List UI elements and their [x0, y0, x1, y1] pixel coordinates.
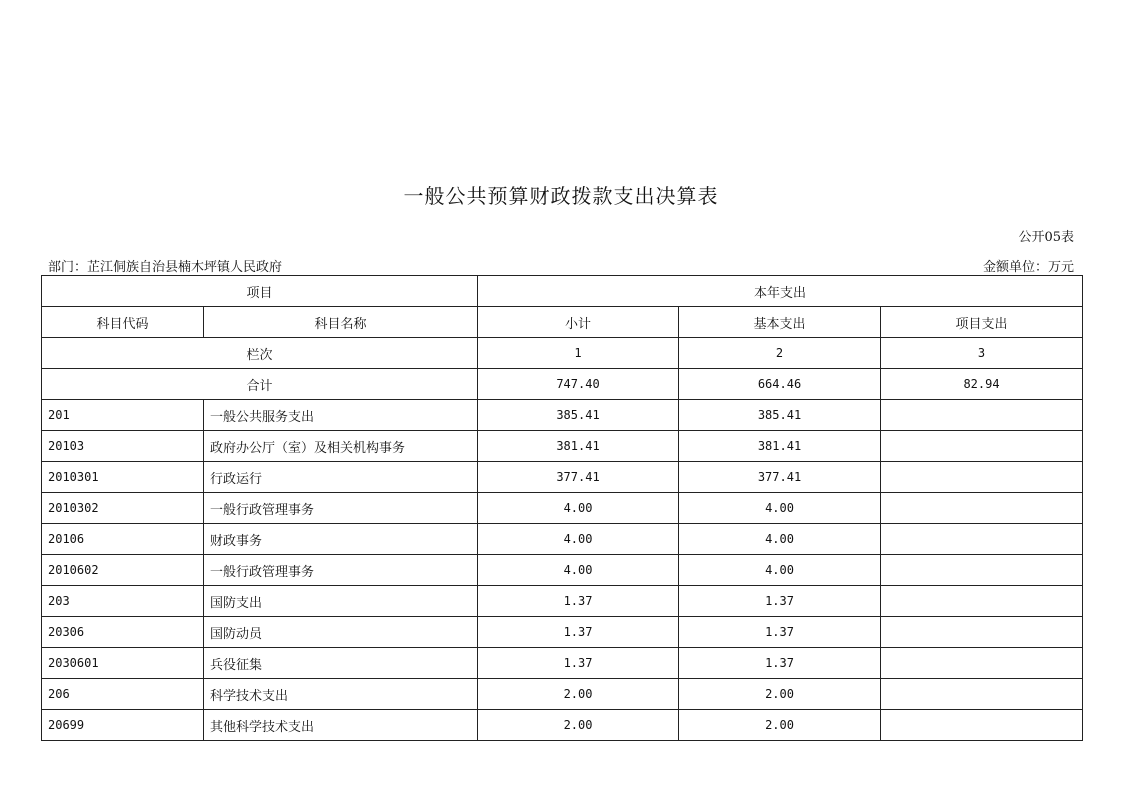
cell-project	[881, 710, 1083, 741]
cell-basic: 1.37	[679, 648, 881, 679]
column-number-label: 栏次	[42, 338, 478, 369]
cell-project	[881, 462, 1083, 493]
cell-project	[881, 524, 1083, 555]
budget-table	[41, 275, 1083, 741]
cell-basic: 377.41	[679, 462, 881, 493]
cell-subtotal: 1.37	[478, 586, 679, 617]
cell-basic: 1.37	[679, 586, 881, 617]
cell-code: 20699	[42, 710, 204, 741]
cell-subtotal: 385.41	[478, 400, 679, 431]
total-basic: 664.46	[679, 369, 881, 400]
cell-name: 其他科学技术支出	[204, 710, 478, 741]
cell-name: 国防动员	[204, 617, 478, 648]
cell-name: 行政运行	[204, 462, 478, 493]
cell-name: 国防支出	[204, 586, 478, 617]
cell-name: 兵役征集	[204, 648, 478, 679]
cell-code: 2010301	[42, 462, 204, 493]
department-label: 部门：芷江侗族自治县楠木坪镇人民政府	[48, 260, 283, 275]
cell-project	[881, 648, 1083, 679]
cell-basic: 2.00	[679, 710, 881, 741]
table-row	[42, 524, 1083, 555]
header-name: 科目名称	[204, 307, 478, 338]
table-row	[42, 462, 1083, 493]
cell-basic: 381.41	[679, 431, 881, 462]
cell-basic: 2.00	[679, 679, 881, 710]
column-number-1: 1	[478, 338, 679, 369]
column-number-2: 2	[679, 338, 881, 369]
total-project: 82.94	[881, 369, 1083, 400]
cell-subtotal: 377.41	[478, 462, 679, 493]
cell-project	[881, 493, 1083, 524]
total-label: 合计	[42, 369, 478, 400]
cell-project	[881, 617, 1083, 648]
cell-code: 2030601	[42, 648, 204, 679]
table-row	[42, 710, 1083, 741]
cell-name: 科学技术支出	[204, 679, 478, 710]
cell-code: 2010302	[42, 493, 204, 524]
cell-subtotal: 2.00	[478, 679, 679, 710]
cell-code: 20103	[42, 431, 204, 462]
total-row	[42, 369, 1083, 400]
cell-name: 一般公共服务支出	[204, 400, 478, 431]
table-row	[42, 555, 1083, 586]
cell-code: 201	[42, 400, 204, 431]
table-row	[42, 586, 1083, 617]
column-number-3: 3	[881, 338, 1083, 369]
cell-project	[881, 555, 1083, 586]
column-number-row	[42, 338, 1083, 369]
cell-name: 财政事务	[204, 524, 478, 555]
cell-subtotal: 1.37	[478, 648, 679, 679]
table-row	[42, 431, 1083, 462]
header-basic: 基本支出	[679, 307, 881, 338]
table-row	[42, 679, 1083, 710]
table-row	[42, 493, 1083, 524]
cell-code: 20106	[42, 524, 204, 555]
cell-name: 一般行政管理事务	[204, 555, 478, 586]
table-row	[42, 617, 1083, 648]
cell-name: 一般行政管理事务	[204, 493, 478, 524]
table-row	[42, 400, 1083, 431]
cell-code: 203	[42, 586, 204, 617]
cell-subtotal: 4.00	[478, 524, 679, 555]
total-subtotal: 747.40	[478, 369, 679, 400]
cell-subtotal: 2.00	[478, 710, 679, 741]
form-number: 公开05表	[1018, 230, 1074, 245]
cell-code: 206	[42, 679, 204, 710]
cell-project	[881, 431, 1083, 462]
table-row	[42, 648, 1083, 679]
header-this-year: 本年支出	[478, 276, 1083, 307]
header-subtotal: 小计	[478, 307, 679, 338]
cell-project	[881, 400, 1083, 431]
cell-project	[881, 679, 1083, 710]
header-project-exp: 项目支出	[881, 307, 1083, 338]
cell-basic: 1.37	[679, 617, 881, 648]
amount-unit-label: 金额单位：万元	[982, 260, 1074, 275]
cell-basic: 4.00	[679, 493, 881, 524]
cell-basic: 4.00	[679, 524, 881, 555]
cell-subtotal: 4.00	[478, 493, 679, 524]
cell-code: 2010602	[42, 555, 204, 586]
cell-subtotal: 4.00	[478, 555, 679, 586]
header-row-1	[42, 276, 1083, 307]
cell-subtotal: 381.41	[478, 431, 679, 462]
cell-subtotal: 1.37	[478, 617, 679, 648]
header-project: 项目	[42, 276, 478, 307]
cell-project	[881, 586, 1083, 617]
cell-basic: 4.00	[679, 555, 881, 586]
cell-name: 政府办公厅（室）及相关机构事务	[204, 431, 478, 462]
cell-basic: 385.41	[679, 400, 881, 431]
page-title: 一般公共预算财政拨款支出决算表	[403, 184, 719, 208]
cell-code: 20306	[42, 617, 204, 648]
header-row-2	[42, 307, 1083, 338]
header-code: 科目代码	[42, 307, 204, 338]
